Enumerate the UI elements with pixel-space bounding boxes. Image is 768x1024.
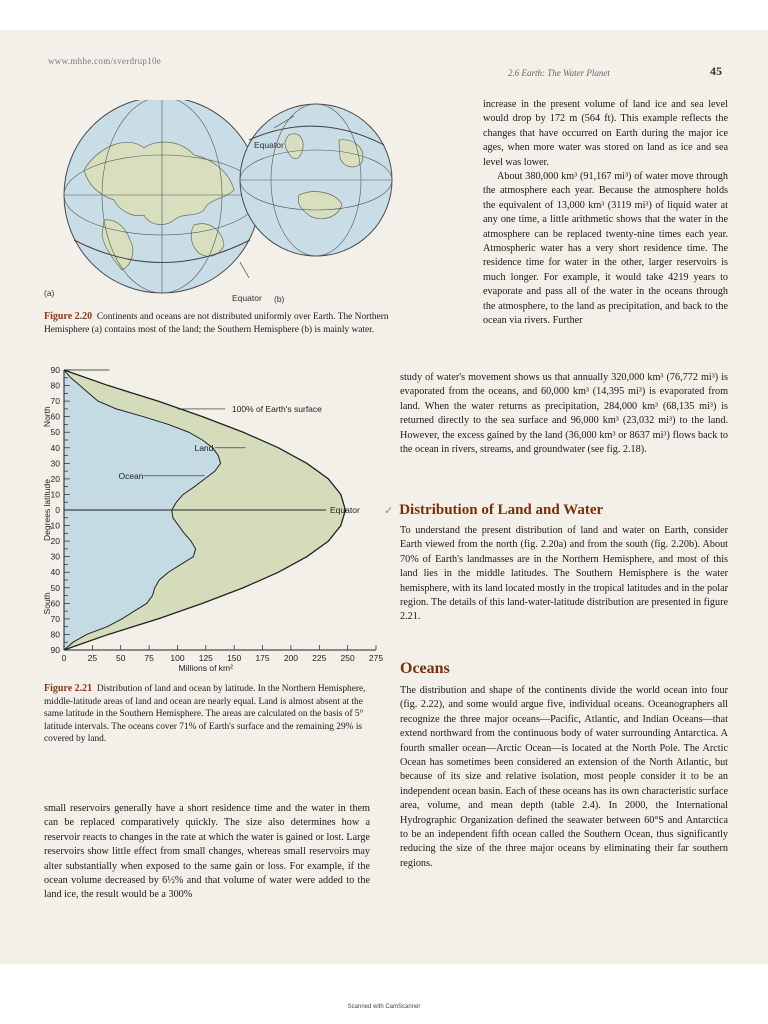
globe-southern-hemisphere (240, 104, 392, 256)
ice-age-paragraph: increase in the present volume of land ice and sea level would drop by 172 m (564 ft). This example reflects the changes that have occurred on Earth during the major ice ages, when more water was stored on land as ice and sea level was lower. (483, 99, 728, 168)
water-movement-paragraph: study of water's movement shows us that annually 320,000 km³ (76,772 mi³) is evaporated from the oceans, and 60,000 km³ (14,395 mi³) is evaporated from land. When the water returns as precipitation, 284,000 km³ (68,135 mi³) is returned directly to the sea surface and 96,000 km³ (23,032 mi³) to the land. However, the excess gained by the land (36,000 km³ or 8637 mi³) flows back to the ocean in rivers, streams, and groundwater (see fig. 2.18). (400, 372, 728, 456)
globe-illustrations (44, 100, 404, 305)
north-label: North (42, 406, 52, 428)
y-tick-label: 70 (50, 613, 60, 624)
y-tick-label: 80 (50, 629, 60, 640)
equator-annotation: Equator (330, 505, 360, 515)
y-tick-label: 20 (50, 536, 60, 547)
figure-2-21-label: Figure 2.21 (44, 683, 93, 694)
equator-label-b: Equator (232, 293, 262, 303)
distribution-heading (384, 502, 603, 519)
x-tick-label: 100 (170, 653, 185, 663)
x-tick-label: 25 (87, 653, 98, 663)
panel-label-b: (b) (274, 294, 285, 304)
figure-2-20-caption-text: Continents and oceans are not distributed uniformly over Earth. The Northern Hemisphere (a) contains most of the land; the Southern Hemisphere (b) is mainly water. (44, 312, 389, 335)
x-tick-label: 50 (115, 653, 126, 663)
y-tick-label: 0 (55, 505, 60, 515)
y-tick-label: 80 (50, 380, 60, 391)
x-tick-label: 200 (283, 653, 299, 663)
figure-2-20-label: Figure 2.20 (44, 311, 93, 322)
y-axis-title: Degrees latitude (42, 479, 52, 541)
ocean-annotation: Ocean (118, 470, 144, 481)
y-tick-label: 30 (50, 458, 60, 469)
x-tick-label: 150 (227, 653, 242, 663)
right-column-top (483, 98, 728, 329)
figure-2-21-caption (44, 683, 370, 746)
header-section-title: 2.6 Earth: The Water Planet (508, 68, 610, 78)
equator-label-a: Equator (254, 140, 284, 150)
x-tick-label: 125 (198, 653, 213, 663)
x-tick-label: 0 (61, 653, 67, 663)
y-tick-label: 90 (50, 365, 60, 375)
water-movement-text (400, 371, 728, 457)
figure-2-21 (38, 364, 384, 674)
figure-2-20-caption (44, 311, 416, 336)
textbook-page (0, 30, 768, 964)
oceans-heading: Oceans (400, 660, 450, 677)
y-tick-label: 40 (50, 442, 60, 453)
y-tick-label: 70 (50, 396, 60, 407)
panel-label-a: (a) (44, 288, 55, 298)
distribution-heading-text: Distribution of Land and Water (399, 502, 604, 518)
latitude-distribution-chart (38, 364, 384, 674)
scanner-watermark: Scanned with CamScanner (347, 1004, 421, 1010)
x-tick-label: 175 (255, 653, 270, 663)
oceans-text (400, 684, 728, 871)
x-tick-label: 275 (368, 653, 384, 663)
residence-time-paragraph: small reservoirs generally have a short residence time and the water in them can be replaced comparatively quickly. The size also determines how a reservoir reacts to changes in the rate at which the water is gained or lost. Large reservoirs show little effect from small changes, whereas small reservoirs may alter substantially when exposed to the same gain or loss. For example, if the ocean volume decreased by 6½% and that volume of water were added to the land ice, the result would be a 300% (44, 803, 370, 901)
left-column-text (44, 802, 370, 903)
y-tick-label: 60 (50, 411, 60, 422)
check-mark-icon: ✓ (384, 505, 394, 517)
x-tick-label: 250 (340, 653, 355, 663)
figure-2-21-caption-text: Distribution of land and ocean by latitude. In the Northern Hemisphere, middle-latitude areas of land and ocean are nearly equal. Land is almost absent at the same latitude in the Southern Hemisphere. The areas are calculated on the basis of 5° latitude intervals. The oceans cover 71% of Earth's surface and the remaining 29% is covered by land. (44, 684, 366, 744)
header-url: www.mhhe.com/sverdrup10e (48, 56, 162, 66)
south-label: South (42, 592, 52, 615)
land-annotation: Land (194, 442, 214, 453)
figure-2-20 (44, 100, 404, 305)
page-number: 45 (710, 64, 722, 78)
x-tick-label: 225 (312, 653, 327, 663)
oceans-paragraph: The distribution and shape of the continents divide the world ocean into four (fig. 2.22), and some would argue five, individual oceans. Oceanographers all recognize the three major oceans—Pacific, Atlantic, and Indian Oceans—that extend northward from the continuous body of water surrounding Antarctica. A fourth smaller ocean—Arctic Ocean—is located at the North Pole. The Arctic Ocean has sometimes been considered an extension of the North Atlantic, but because of its size and relative isolation, most people consider it to be an independent ocean basin. Each of these oceans has its own characteristic surface area, volume, and mean depth (table 2.4). In 2000, the International Hydrographic Organization defined the seawater between 60°S and Antarctica to be an independent fifth ocean called the Southern Ocean, thus significantly reducing the size of the three major oceans by eliminating their far southern regions. (400, 685, 728, 869)
y-tick-label: 30 (50, 551, 60, 562)
distribution-text (400, 524, 728, 625)
x-tick-label: 75 (144, 653, 154, 663)
y-tick-label: 40 (50, 567, 60, 578)
atmosphere-paragraph: About 380,000 km³ (91,167 mi³) of water move through the atmosphere each year. Because the atmosphere holds the equivalent of 13,000 km³ (3119 mi³) of liquid water at any one time, a little arithmetic shows that the water in the atmosphere can be replaced twenty-nine times each year. Atmospheric water has a very short residence time. The residence time for water in the other, larger reservoirs is much longer. For example, it would take 4219 years to evaporate and pass all of the water in the oceans through the atmosphere, to the land as precipitation, and back to the ocean via rivers. Further (483, 171, 728, 327)
x-axis-title: Millions of km² (178, 663, 233, 673)
total-surface-annotation: 100% of Earth's surface (231, 403, 322, 414)
y-tick-label: 90 (50, 645, 60, 655)
y-tick-label: 50 (50, 427, 60, 438)
globe-northern-hemisphere (64, 100, 260, 293)
y-tick-label: 10 (50, 520, 60, 531)
y-tick-label: 50 (50, 582, 60, 593)
y-tick-label: 20 (50, 473, 60, 484)
y-tick-label: 10 (50, 489, 60, 500)
y-tick-label: 60 (50, 598, 60, 609)
distribution-paragraph: To understand the present distribution of land and water on Earth, consider Earth viewed from the north (fig. 2.20a) and from the south (fig. 2.20b). About 70% of Earth's landmasses are in the Northern Hemisphere, and most of this land lies in the middle latitudes. The Southern Hemisphere is the water hemisphere, with its land located mostly in the tropical latitudes and in the polar region. The details of this land-water-latitude distribution are presented in figure 2.21. (400, 525, 728, 623)
